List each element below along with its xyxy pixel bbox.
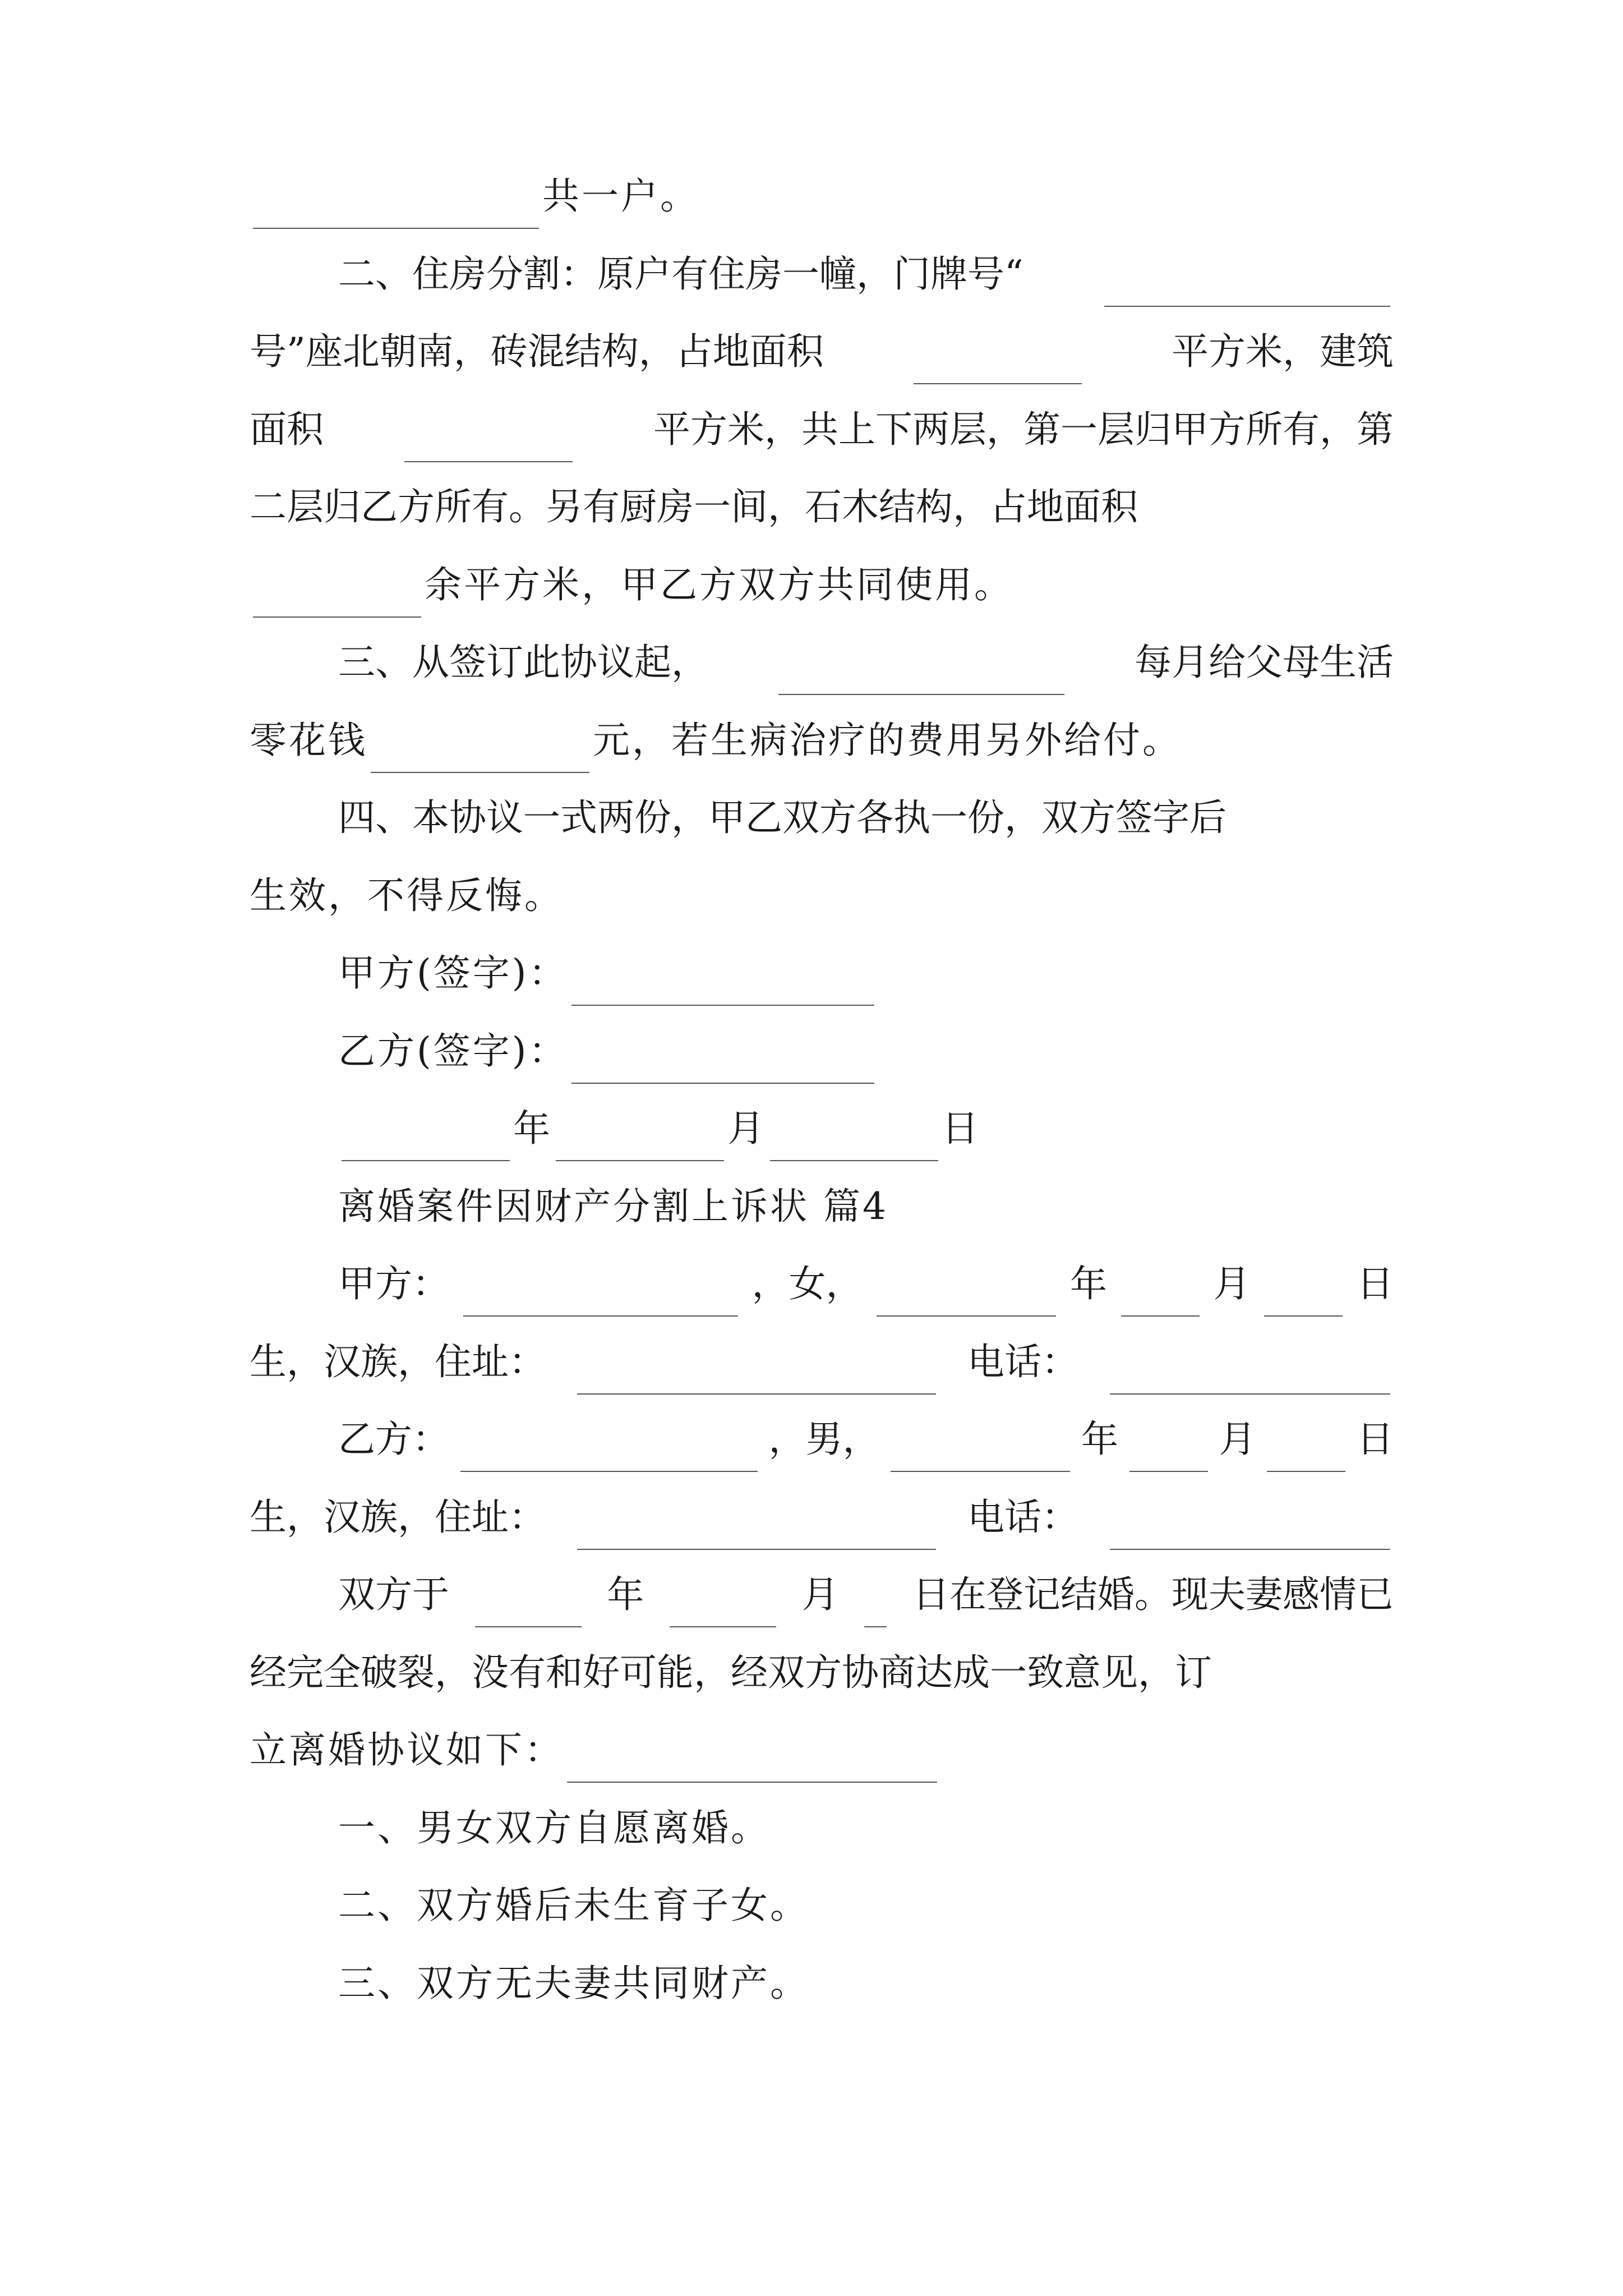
line-text: 平方米，建筑 [1172, 330, 1394, 373]
line-text: 日 [1357, 1262, 1394, 1305]
fill-in-blank [891, 1471, 1070, 1472]
text-line [250, 1024, 1394, 1103]
line-text: 每月给父母生活 [1135, 641, 1394, 684]
fill-in-blank [577, 1393, 936, 1395]
line-text: 面积 [250, 407, 324, 451]
line-text: 生，汉族，住址： [250, 1340, 546, 1383]
line-text: ，女， [751, 1262, 863, 1305]
line-text: 年 [1070, 1262, 1107, 1305]
line-text: 月 [801, 1573, 839, 1616]
fill-in-blank [342, 1160, 510, 1161]
fill-in-blank [877, 1315, 1056, 1317]
fill-in-blank [864, 1626, 887, 1627]
line-text: 一、男女双方自愿离婚。 [338, 1806, 770, 1849]
line-text: 甲方： [338, 1262, 449, 1305]
line-text: 月 [727, 1107, 767, 1150]
fill-in-blank [1110, 1549, 1390, 1550]
line-text: 日 [1357, 1418, 1394, 1461]
fill-in-blank [778, 694, 1064, 695]
line-text: 零花钱 [250, 718, 367, 762]
fill-in-blank [1267, 1471, 1345, 1472]
line-text: 日 [942, 1107, 981, 1150]
line-text: 月 [1219, 1418, 1256, 1461]
line-text: 年 [1081, 1418, 1118, 1461]
line-text: 二、住房分割：原户有住房一幢，门牌号“ [338, 252, 1023, 296]
line-text: 乙方： [338, 1418, 449, 1461]
fill-in-blank [463, 1315, 738, 1317]
line-text: 乙方(签字)： [338, 1029, 568, 1073]
line-text: 生效，不得反悔。 [250, 873, 564, 917]
fill-in-blank [475, 1626, 582, 1627]
line-text: 三、双方无夫妻共同财产。 [338, 1961, 809, 2005]
fill-in-blank [1264, 1315, 1343, 1317]
line-text: ，男， [768, 1418, 880, 1461]
line-text: 电话： [967, 1340, 1078, 1383]
line-text: 二、双方婚后未生育子女。 [338, 1884, 809, 1927]
line-text: 三、从签订此协议起， [338, 641, 708, 684]
text-line [250, 1957, 1394, 2035]
fill-in-blank [571, 1005, 874, 1006]
line-text: 月 [1213, 1262, 1251, 1305]
fill-in-blank [404, 461, 573, 462]
fill-in-blank [770, 1160, 938, 1161]
fill-in-blank [556, 1160, 724, 1161]
line-text: 共一户。 [542, 174, 699, 218]
fill-in-blank [1121, 1315, 1200, 1317]
line-text: 立离婚协议如下： [250, 1728, 564, 1772]
line-text: 年 [607, 1573, 644, 1616]
fill-in-blank [670, 1626, 776, 1627]
fill-in-blank [1104, 306, 1390, 307]
line-text: 四、本协议一式两份，甲乙双方各执一份，双方签字后 [338, 796, 1227, 839]
line-text: 双方于 [338, 1573, 449, 1616]
fill-in-blank [460, 1471, 758, 1472]
line-text: 生，汉族，住址： [250, 1495, 546, 1539]
line-text: 余平方米，甲乙方双方共同使用。 [425, 563, 1013, 606]
line-text: 平方米，共上下两层，第一层归甲方所有，第 [653, 407, 1394, 451]
fill-in-blank [577, 1549, 936, 1550]
fill-in-blank [1110, 1393, 1390, 1395]
fill-in-blank [567, 1782, 937, 1783]
line-text: 号”座北朝南，砖混结构，占地面积 [250, 330, 824, 373]
fill-in-blank [914, 383, 1082, 384]
fill-in-blank [1129, 1471, 1208, 1472]
fill-in-blank [253, 228, 539, 229]
line-text: 经完全破裂，没有和好可能，经双方协商达成一致意见，订 [250, 1650, 1212, 1694]
line-text: 元，若生病治疗的费用另外给付。 [593, 718, 1182, 762]
line-text: 离婚案件因财产分割上诉状 篇4 [338, 1184, 888, 1228]
line-text: 电话： [967, 1495, 1078, 1539]
line-text: 年 [513, 1107, 552, 1150]
fill-in-blank [371, 772, 589, 773]
line-text: 甲方(签字)： [338, 951, 568, 995]
line-text: 二层归乙方所有。另有厨房一间，石木结构，占地面积 [250, 485, 1138, 528]
fill-in-blank [253, 616, 421, 618]
line-text: 日在登记结婚。现夫妻感情已 [912, 1573, 1394, 1616]
fill-in-blank [571, 1083, 874, 1084]
